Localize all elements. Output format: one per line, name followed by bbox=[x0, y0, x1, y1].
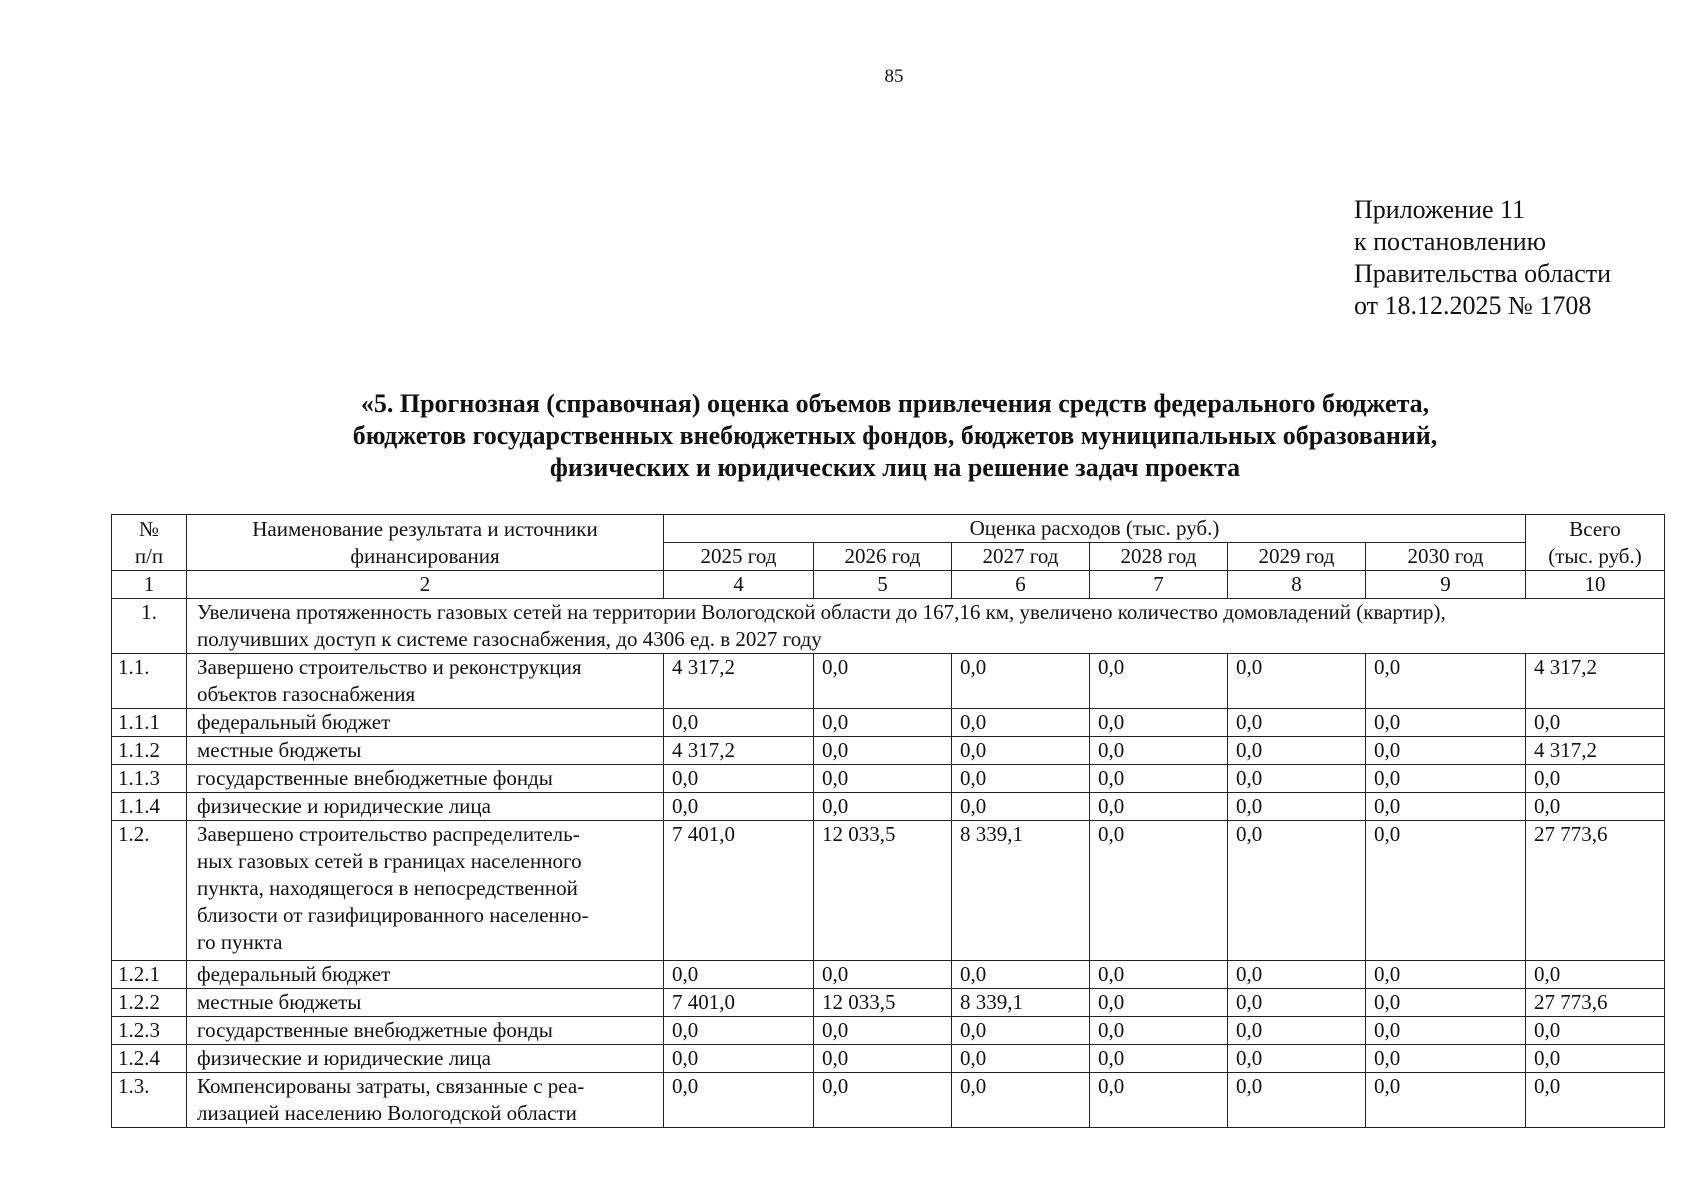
header-name-label: финансирования bbox=[350, 543, 500, 568]
row-value-cell: 0,0 bbox=[952, 1045, 1090, 1073]
row-value-cell: 0,0 bbox=[1090, 821, 1228, 961]
row-number-cell: 1.2.4 bbox=[112, 1045, 187, 1073]
row-name-line: Завершено строительство распределитель- bbox=[197, 822, 580, 846]
row-value-cell: 0,0 bbox=[1366, 793, 1526, 821]
header-num-label: п/п bbox=[134, 543, 164, 568]
row-value-cell: 0,0 bbox=[1228, 654, 1366, 709]
table-row bbox=[112, 961, 1665, 989]
row-value-cell: 0,0 bbox=[1228, 737, 1366, 765]
row-name-line: государственные внебюджетные фонды bbox=[197, 766, 553, 790]
row-value-cell: 0,0 bbox=[1366, 961, 1526, 989]
row-number-cell: 1.2.3 bbox=[112, 1017, 187, 1045]
column-number-cell: 8 bbox=[1228, 571, 1366, 599]
title-line: «5. Прогнозная (справочная) оценка объемов привлечения средств федерального бюджета, bbox=[360, 389, 1430, 418]
row-number-cell: 1.1.2 bbox=[112, 737, 187, 765]
budget-table bbox=[111, 514, 1665, 1128]
row-name-cell bbox=[187, 821, 664, 961]
row-value-cell: 0,0 bbox=[1366, 989, 1526, 1017]
title-line: бюджетов государственных внебюджетных фондов, бюджетов муниципальных образований, bbox=[352, 421, 1438, 450]
row-name-line: Завершено строительство и реконструкция bbox=[197, 655, 582, 679]
row-value-cell: 0,0 bbox=[1090, 1017, 1228, 1045]
row-name-cell bbox=[187, 961, 664, 989]
row-value-cell: 0,0 bbox=[1090, 793, 1228, 821]
row-total-cell: 0,0 bbox=[1526, 1073, 1665, 1128]
row-value-cell: 0,0 bbox=[664, 709, 814, 737]
row-value-cell: 0,0 bbox=[1090, 654, 1228, 709]
row-total-cell: 0,0 bbox=[1526, 1017, 1665, 1045]
row-total-cell: 0,0 bbox=[1526, 765, 1665, 793]
appendix-line: от 18.12.2025 № 1708 bbox=[1354, 291, 1592, 320]
row-value-cell: 0,0 bbox=[952, 737, 1090, 765]
row-name-line: федеральный бюджет bbox=[197, 710, 391, 734]
row-name-line: Компенсированы затраты, связанные с реа- bbox=[197, 1074, 585, 1098]
section-text-line: Увеличена протяженность газовых сетей на территории Вологодской области до 167,16 км, увеличено количество домовладений (квартир), bbox=[197, 600, 1446, 624]
row-value-cell: 0,0 bbox=[952, 765, 1090, 793]
header-year-cell: 2028 год bbox=[1090, 543, 1228, 571]
header-year-cell: 2029 год bbox=[1228, 543, 1366, 571]
header-year-cell: 2025 год bbox=[664, 543, 814, 571]
header-num-cell bbox=[112, 515, 187, 571]
row-name-line: физические и юридические лица bbox=[197, 794, 491, 818]
row-value-cell: 0,0 bbox=[952, 654, 1090, 709]
row-value-cell: 0,0 bbox=[664, 1073, 814, 1128]
row-value-cell: 0,0 bbox=[1228, 765, 1366, 793]
row-number-cell: 1.1.4 bbox=[112, 793, 187, 821]
header-total-cell bbox=[1526, 515, 1665, 571]
row-value-cell: 4 317,2 bbox=[664, 737, 814, 765]
row-value-cell: 0,0 bbox=[1228, 821, 1366, 961]
row-value-cell: 0,0 bbox=[1228, 1073, 1366, 1128]
row-value-cell: 0,0 bbox=[952, 961, 1090, 989]
header-name-label: Наименование результата и источники bbox=[252, 516, 598, 541]
table-row bbox=[112, 989, 1665, 1017]
row-name-line: государственные внебюджетные фонды bbox=[197, 1018, 553, 1042]
section-text-line: получивших доступ к системе газоснабжения, до 4306 ед. в 2027 году bbox=[197, 627, 822, 651]
document-title bbox=[250, 388, 1540, 484]
column-number-cell: 5 bbox=[814, 571, 952, 599]
row-value-cell: 0,0 bbox=[814, 709, 952, 737]
row-value-cell: 0,0 bbox=[952, 709, 1090, 737]
row-total-cell: 4 317,2 bbox=[1526, 737, 1665, 765]
row-value-cell: 0,0 bbox=[664, 793, 814, 821]
row-total-cell: 27 773,6 bbox=[1526, 821, 1665, 961]
table-row bbox=[112, 709, 1665, 737]
column-number-cell: 7 bbox=[1090, 571, 1228, 599]
row-value-cell: 0,0 bbox=[814, 1017, 952, 1045]
row-total-cell: 0,0 bbox=[1526, 1045, 1665, 1073]
row-value-cell: 0,0 bbox=[1366, 1017, 1526, 1045]
section-text-cell bbox=[187, 599, 1665, 654]
row-value-cell: 0,0 bbox=[1090, 961, 1228, 989]
title-line: физических и юридических лиц на решение задач проекта bbox=[549, 453, 1241, 482]
row-value-cell: 0,0 bbox=[1090, 765, 1228, 793]
table-row bbox=[112, 1045, 1665, 1073]
table-row bbox=[112, 793, 1665, 821]
row-value-cell: 0,0 bbox=[952, 1073, 1090, 1128]
row-name-line: близости от газифицированного населенно- bbox=[197, 903, 589, 927]
row-name-cell bbox=[187, 765, 664, 793]
row-value-cell: 0,0 bbox=[1366, 654, 1526, 709]
row-name-cell bbox=[187, 709, 664, 737]
row-value-cell: 7 401,0 bbox=[664, 989, 814, 1017]
row-value-cell: 0,0 bbox=[814, 793, 952, 821]
row-name-cell bbox=[187, 1045, 664, 1073]
row-name-line: физические и юридические лица bbox=[197, 1046, 491, 1070]
table-row bbox=[112, 765, 1665, 793]
row-number-cell: 1.2.1 bbox=[112, 961, 187, 989]
row-value-cell: 0,0 bbox=[814, 765, 952, 793]
row-name-line: объектов газоснабжения bbox=[197, 682, 416, 706]
column-number-cell: 9 bbox=[1366, 571, 1526, 599]
row-value-cell: 7 401,0 bbox=[664, 821, 814, 961]
row-number-cell: 1.2.2 bbox=[112, 989, 187, 1017]
appendix-line: к постановлению bbox=[1354, 227, 1547, 256]
row-value-cell: 0,0 bbox=[1228, 1045, 1366, 1073]
row-value-cell: 12 033,5 bbox=[814, 989, 952, 1017]
row-value-cell: 0,0 bbox=[1228, 1017, 1366, 1045]
row-name-line: пункта, находящегося в непосредственной bbox=[197, 876, 578, 900]
row-name-cell bbox=[187, 1017, 664, 1045]
header-year-cell: 2027 год bbox=[952, 543, 1090, 571]
row-total-cell: 0,0 bbox=[1526, 793, 1665, 821]
header-row bbox=[112, 515, 1665, 543]
table-row bbox=[112, 737, 1665, 765]
section-num-cell: 1. bbox=[112, 599, 187, 654]
row-value-cell: 0,0 bbox=[1090, 709, 1228, 737]
row-value-cell: 0,0 bbox=[1228, 989, 1366, 1017]
row-value-cell: 0,0 bbox=[1366, 821, 1526, 961]
appendix-line: Правительства области bbox=[1354, 259, 1612, 288]
row-value-cell: 0,0 bbox=[664, 1017, 814, 1045]
row-value-cell: 0,0 bbox=[664, 1045, 814, 1073]
row-value-cell: 0,0 bbox=[814, 1045, 952, 1073]
row-value-cell: 0,0 bbox=[814, 961, 952, 989]
row-value-cell: 8 339,1 bbox=[952, 821, 1090, 961]
table-row bbox=[112, 654, 1665, 709]
column-number-cell: 4 bbox=[664, 571, 814, 599]
header-total-label: Всего bbox=[1569, 516, 1621, 541]
table-row bbox=[112, 1017, 1665, 1045]
appendix-block bbox=[1354, 194, 1611, 322]
row-value-cell: 0,0 bbox=[1366, 1045, 1526, 1073]
row-name-line: федеральный бюджет bbox=[197, 962, 391, 986]
column-number-cell: 10 bbox=[1526, 571, 1665, 599]
row-total-cell: 0,0 bbox=[1526, 709, 1665, 737]
row-number-cell: 1.1.3 bbox=[112, 765, 187, 793]
column-number-cell: 6 bbox=[952, 571, 1090, 599]
row-value-cell: 0,0 bbox=[1366, 709, 1526, 737]
column-number-cell: 1 bbox=[112, 571, 187, 599]
row-name-line: го пункта bbox=[197, 930, 283, 954]
header-total-label: (тыс. руб.) bbox=[1548, 543, 1642, 568]
row-value-cell: 0,0 bbox=[1366, 737, 1526, 765]
header-num-label: № bbox=[138, 516, 160, 541]
column-numbers-row bbox=[112, 571, 1665, 599]
row-value-cell: 0,0 bbox=[1228, 793, 1366, 821]
row-total-cell: 0,0 bbox=[1526, 961, 1665, 989]
row-number-cell: 1.2. bbox=[112, 821, 187, 961]
row-value-cell: 0,0 bbox=[1090, 1073, 1228, 1128]
row-name-cell bbox=[187, 1073, 664, 1128]
row-value-cell: 0,0 bbox=[1090, 989, 1228, 1017]
row-number-cell: 1.3. bbox=[112, 1073, 187, 1128]
column-number-cell: 2 bbox=[187, 571, 664, 599]
section-row bbox=[112, 599, 1665, 654]
table-row bbox=[112, 1073, 1665, 1128]
row-total-cell: 4 317,2 bbox=[1526, 654, 1665, 709]
row-value-cell: 8 339,1 bbox=[952, 989, 1090, 1017]
row-value-cell: 0,0 bbox=[664, 765, 814, 793]
row-value-cell: 0,0 bbox=[814, 654, 952, 709]
row-name-line: местные бюджеты bbox=[197, 738, 362, 762]
row-name-line: лизацией населению Вологодской области bbox=[197, 1101, 577, 1125]
row-name-cell bbox=[187, 654, 664, 709]
table-row bbox=[112, 821, 1665, 961]
page-number: 85 bbox=[884, 66, 904, 87]
row-value-cell: 0,0 bbox=[1228, 961, 1366, 989]
row-value-cell: 0,0 bbox=[814, 737, 952, 765]
row-name-line: местные бюджеты bbox=[197, 990, 362, 1014]
row-value-cell: 0,0 bbox=[664, 961, 814, 989]
row-value-cell: 0,0 bbox=[952, 1017, 1090, 1045]
header-estimate-cell: Оценка расходов (тыс. руб.) bbox=[664, 515, 1526, 543]
header-year-cell: 2030 год bbox=[1366, 543, 1526, 571]
row-value-cell: 0,0 bbox=[814, 1073, 952, 1128]
row-value-cell: 0,0 bbox=[1090, 737, 1228, 765]
row-value-cell: 12 033,5 bbox=[814, 821, 952, 961]
row-value-cell: 0,0 bbox=[1228, 709, 1366, 737]
row-value-cell: 0,0 bbox=[1366, 1073, 1526, 1128]
header-year-cell: 2026 год bbox=[814, 543, 952, 571]
header-name-cell bbox=[187, 515, 664, 571]
row-name-cell bbox=[187, 989, 664, 1017]
row-number-cell: 1.1. bbox=[112, 654, 187, 709]
row-name-line: ных газовых сетей в границах населенного bbox=[197, 849, 582, 873]
row-name-cell bbox=[187, 737, 664, 765]
row-value-cell: 0,0 bbox=[952, 793, 1090, 821]
row-value-cell: 4 317,2 bbox=[664, 654, 814, 709]
appendix-line: Приложение 11 bbox=[1354, 195, 1526, 224]
row-value-cell: 0,0 bbox=[1090, 1045, 1228, 1073]
row-number-cell: 1.1.1 bbox=[112, 709, 187, 737]
row-name-cell bbox=[187, 793, 664, 821]
row-total-cell: 27 773,6 bbox=[1526, 989, 1665, 1017]
row-value-cell: 0,0 bbox=[1366, 765, 1526, 793]
